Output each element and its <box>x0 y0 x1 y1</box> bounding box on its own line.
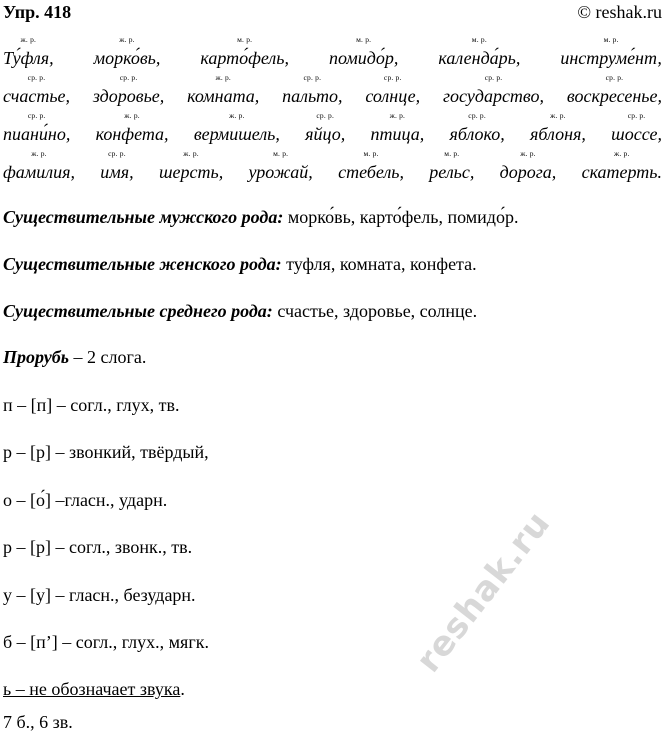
word-text: комната, <box>187 86 260 106</box>
word-text: здоровье, <box>92 86 165 106</box>
word-line <box>3 30 662 68</box>
noun-word <box>3 35 54 68</box>
word-text: вермишель, <box>193 124 280 144</box>
source-copyright: © reshak.ru <box>577 2 662 22</box>
gender-mark: ср. р. <box>468 111 486 120</box>
word-text: шоссе, <box>611 124 662 144</box>
noun-word <box>100 149 134 182</box>
answer-text: туфля, комната, конфета. <box>281 254 477 274</box>
word-text: скатерть. <box>581 162 662 182</box>
gender-mark: ж. р. <box>389 111 406 120</box>
gender-mark: ср. р. <box>119 73 138 82</box>
phonetic-line: у – [у] – гласн., безударн. <box>3 585 196 605</box>
word-text: Ту́фля, <box>3 48 54 68</box>
answer-label: Существительные среднего рода: <box>3 301 273 321</box>
gender-mark: ср. р. <box>27 73 46 82</box>
gender-mark: м. р. <box>273 149 289 158</box>
noun-word <box>566 73 662 106</box>
answer-label: Существительные мужского рода: <box>3 207 284 227</box>
annotated-word-list <box>3 30 662 182</box>
noun-word <box>365 73 421 106</box>
gender-mark: ср. р. <box>303 73 322 82</box>
gender-mark: м. р. <box>471 35 487 44</box>
analysis-summary: 7 б., 6 зв. <box>3 712 73 732</box>
word-text: карто́фель, <box>200 48 289 68</box>
analysis-syllables: – 2 слога. <box>68 347 147 367</box>
phonetic-line: п – [п] – согл., глух, тв. <box>3 395 180 415</box>
noun-word <box>499 149 557 182</box>
noun-word <box>3 73 71 106</box>
answer-text: счастье, здоровье, солнце. <box>272 301 478 321</box>
noun-word <box>3 149 75 182</box>
word-text: пиани́но, <box>3 124 71 144</box>
gender-mark: ср. р. <box>605 73 624 82</box>
noun-word <box>530 111 586 144</box>
word-text: календа́рь, <box>438 48 521 68</box>
word-text: воскресенье, <box>566 86 662 106</box>
noun-word <box>429 149 475 182</box>
gender-mark: ср. р. <box>316 111 335 120</box>
noun-word <box>370 111 425 144</box>
answer-masculine <box>3 206 518 228</box>
noun-word <box>248 149 313 182</box>
noun-word <box>282 73 343 106</box>
phonetic-line: р – [р] – звонкий, твёрдый, <box>3 442 209 462</box>
gender-mark: ж. р. <box>183 149 199 158</box>
noun-word <box>158 149 224 182</box>
watermark: reshak.ru <box>408 503 559 680</box>
exercise-title: Упр. 418 <box>3 2 72 22</box>
gender-mark: м. р. <box>356 35 372 44</box>
word-text: фамилия, <box>3 162 75 182</box>
noun-word <box>449 111 505 144</box>
noun-word <box>438 35 521 68</box>
gender-mark: м. р. <box>444 149 460 158</box>
phonetic-line: б – [п’] – согл., глух., мягк. <box>3 632 209 652</box>
gender-mark: ж. р. <box>614 149 630 158</box>
gender-mark: ж. р. <box>31 149 47 158</box>
gender-mark: ср. р. <box>27 111 46 120</box>
phonetic-line: о – [о́] –гласн., ударн. <box>3 490 168 510</box>
gender-mark: ср. р. <box>627 111 646 120</box>
word-text: яблоня, <box>530 124 586 144</box>
word-text: солнце, <box>365 86 421 106</box>
word-text: стебель, <box>338 162 404 182</box>
phonetic-line: р – [р] – согл., звонк., тв. <box>3 537 193 557</box>
word-text: рельс, <box>429 162 475 182</box>
page-header <box>3 2 662 24</box>
analysis-note <box>3 678 185 700</box>
noun-word <box>305 111 346 144</box>
word-text: имя, <box>100 162 134 182</box>
noun-word <box>93 35 161 68</box>
word-text: яблоко, <box>449 124 505 144</box>
word-text: птица, <box>370 124 425 144</box>
noun-word <box>560 35 662 68</box>
gender-mark: ж. р. <box>124 111 140 120</box>
noun-word <box>581 149 662 182</box>
answer-label: Существительные женского рода: <box>3 254 282 274</box>
gender-mark: ж. р. <box>20 35 37 44</box>
word-text: счастье, <box>3 86 71 106</box>
gender-mark: ср. р. <box>383 73 402 82</box>
gender-mark: ср. р. <box>108 149 126 158</box>
word-text: помидо́р, <box>328 48 399 68</box>
noun-word <box>338 149 404 182</box>
word-text: пальто, <box>282 86 343 106</box>
answer-text: морко́вь, карто́фель, помидо́р. <box>283 207 519 227</box>
gender-mark: ж. р. <box>215 73 231 82</box>
analysis-word: Прорубь <box>3 347 69 367</box>
noun-word <box>95 111 169 144</box>
noun-word <box>3 111 71 144</box>
word-text: государство, <box>443 86 545 106</box>
gender-mark: м. р. <box>363 149 379 158</box>
word-text: яйцо, <box>305 124 346 144</box>
gender-mark: ср. р. <box>484 73 503 82</box>
noun-word <box>328 35 399 68</box>
answer-feminine <box>3 253 477 275</box>
note-text: ь – не обозначает звука <box>3 679 181 699</box>
answer-neuter <box>3 300 477 322</box>
gender-mark: м. р. <box>603 35 619 44</box>
gender-mark: ж. р. <box>229 111 245 120</box>
word-text: морко́вь, <box>93 48 161 68</box>
gender-mark: ж. р. <box>119 35 135 44</box>
noun-word <box>193 111 280 144</box>
word-text: шерсть, <box>158 162 224 182</box>
analysis-heading <box>3 346 146 368</box>
gender-mark: ж. р. <box>520 149 536 158</box>
word-text: дорога, <box>499 162 557 182</box>
gender-mark: ж. р. <box>550 111 566 120</box>
noun-word <box>443 73 545 106</box>
gender-mark: м. р. <box>237 35 253 44</box>
word-text: инструме́нт, <box>560 48 662 68</box>
word-text: урожай, <box>248 162 313 182</box>
noun-word <box>200 35 289 68</box>
word-line <box>3 68 662 106</box>
word-line <box>3 144 662 182</box>
word-line <box>3 106 662 144</box>
noun-word <box>187 73 260 106</box>
note-period: . <box>180 679 185 699</box>
word-text: конфета, <box>95 124 169 144</box>
noun-word <box>611 111 662 144</box>
noun-word <box>92 73 165 106</box>
